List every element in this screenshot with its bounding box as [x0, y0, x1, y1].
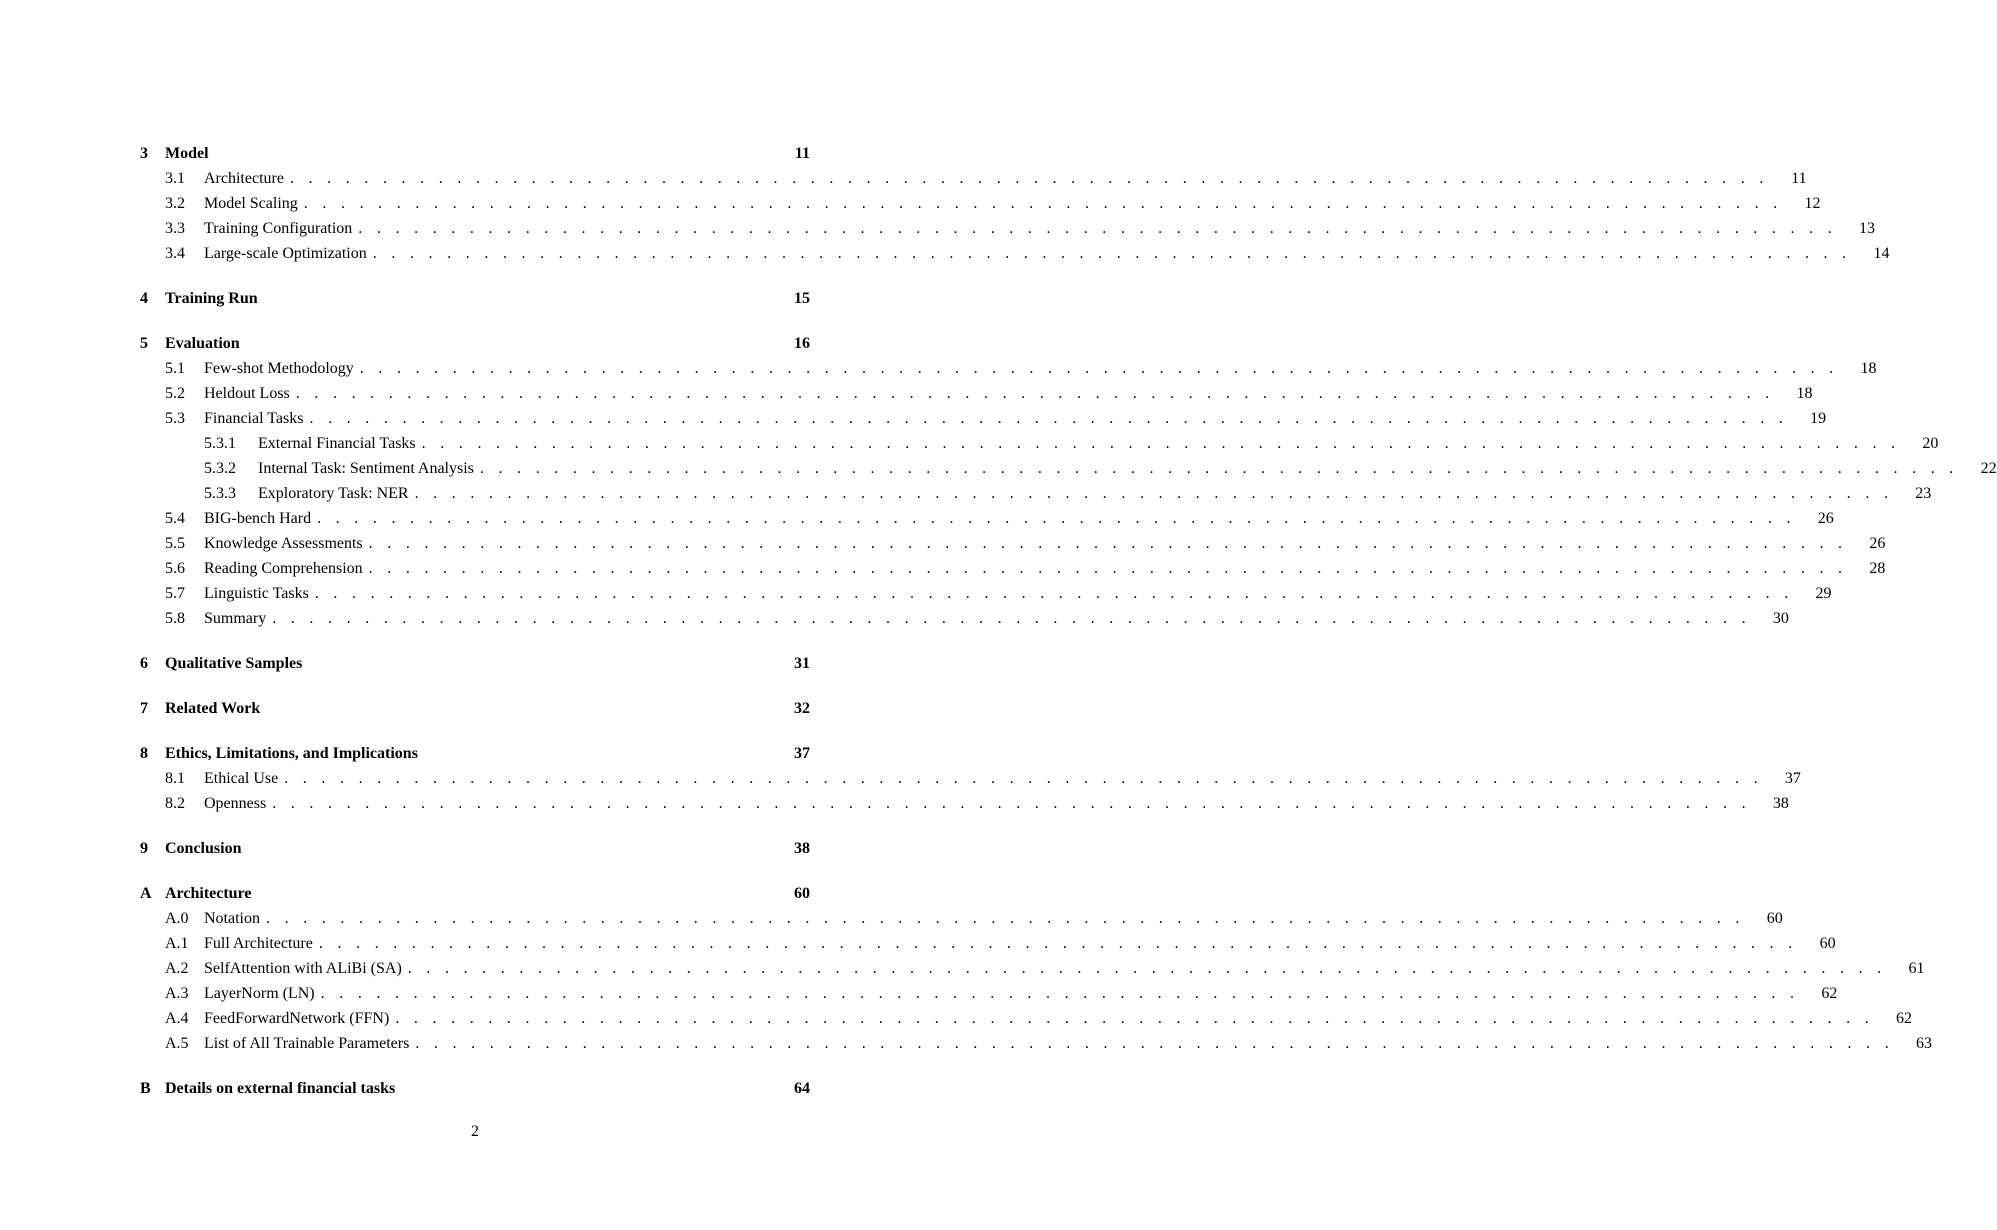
dot-leader: . . . . . . . . . . . . . . . . . . . . . . . . . . . . . . . . . . . . . . . . . . . . . . . . . . . . . . . . . . . . . . . . . . . . . . . . . . . . . . . .: [317, 510, 1796, 527]
toc-section[interactable]: [140, 956, 1925, 981]
section-page: 62: [1896, 1010, 1913, 1027]
chapter-number: 4: [140, 290, 148, 307]
chapter-number: 3: [140, 145, 148, 162]
section-number: 5.6: [165, 560, 185, 577]
dot-leader: . . . . . . . . . . . . . . . . . . . . . . . . . . . . . . . . . . . . . . . . . . . . . . . . . . . . . . . . . . . . . . . . . . . . . . . . . . . . . . . .: [372, 245, 1852, 262]
section-title: Linguistic Tasks: [204, 585, 309, 602]
section-title: Ethical Use: [204, 770, 279, 787]
section-title: Training Configuration: [204, 220, 353, 237]
toc-section[interactable]: [140, 166, 1807, 191]
section-page: 18: [1860, 360, 1877, 377]
section-title: Exploratory Task: NER: [258, 485, 409, 502]
section-title: Model Scaling: [204, 195, 298, 212]
toc-section[interactable]: [140, 766, 1801, 791]
section-title: Financial Tasks: [204, 410, 304, 427]
section-page: 62: [1821, 985, 1838, 1002]
toc-section[interactable]: [140, 1031, 1933, 1056]
toc-section[interactable]: [140, 791, 1789, 816]
section-number: 5.3.2: [204, 460, 236, 477]
dot-leader: . . . . . . . . . . . . . . . . . . . . . . . . . . . . . . . . . . . . . . . . . . . . . . . . . . . . . . . . . . . . . . . . . . . . . . . . . . . . . . . .: [368, 535, 1848, 552]
section-number: A.4: [165, 1010, 189, 1027]
chapter-page: 15: [794, 290, 810, 307]
section-number: 5.3.1: [204, 435, 236, 452]
chapter-number: 5: [140, 335, 148, 352]
section-title: Few-shot Methodology: [204, 360, 354, 377]
toc-section[interactable]: [140, 531, 1886, 556]
section-number: 5.1: [165, 360, 185, 377]
section-title: Large-scale Optimization: [204, 245, 367, 262]
section-number: A.1: [165, 935, 189, 952]
section-title: Architecture: [204, 170, 284, 187]
section-title: LayerNorm (LN): [204, 985, 315, 1002]
toc-section[interactable]: [140, 381, 1813, 406]
dot-leader: . . . . . . . . . . . . . . . . . . . . . . . . . . . . . . . . . . . . . . . . . . . . . . . . . . . . . . . . . . . . . . . . . . . . . . . . . . . . . . . .: [318, 935, 1798, 952]
section-page: 61: [1908, 960, 1925, 977]
chapter-title: Training Run: [165, 290, 258, 307]
chapter-title: Architecture: [165, 885, 252, 902]
chapter-number: A: [140, 885, 152, 902]
chapter-number: B: [140, 1080, 151, 1097]
section-number: A.3: [165, 985, 189, 1002]
section-number: A.5: [165, 1035, 189, 1052]
chapter-page: 38: [794, 840, 810, 857]
toc-subsection[interactable]: [140, 431, 1939, 456]
section-page: 12: [1804, 195, 1821, 212]
section-page: 18: [1796, 385, 1813, 402]
section-number: 8.1: [165, 770, 185, 787]
section-page: 28: [1869, 560, 1886, 577]
toc-chapter[interactable]: [140, 141, 810, 166]
dot-leader: . . . . . . . . . . . . . . . . . . . . . . . . . . . . . . . . . . . . . . . . . . . . . . . . . . . . . . . . . . . . . . . . . . . . . . . . . . . . . . . .: [368, 560, 1848, 577]
dot-leader: . . . . . . . . . . . . . . . . . . . . . . . . . . . . . . . . . . . . . . . . . . . . . . . . . . . . . . . . . . . . . . . . . . . . . . . . . . . . . . . .: [358, 220, 1837, 237]
dot-leader: . . . . . . . . . . . . . . . . . . . . . . . . . . . . . . . . . . . . . . . . . . . . . . . . . . . . . . . . . . . . . . . . . . . . . . . . . . . . . . . .: [303, 195, 1783, 212]
toc-chapter[interactable]: [140, 286, 810, 311]
section-page: 30: [1772, 610, 1789, 627]
chapter-title: Model: [165, 145, 209, 162]
dot-leader: . . . . . . . . . . . . . . . . . . . . . . . . . . . . . . . . . . . . . . . . . . . . . . . . . . . . . . . . . . . . . . . . . . . . . . . . . . . . . . . .: [414, 485, 1894, 502]
section-number: 3.4: [165, 245, 185, 262]
section-page: 22: [1980, 460, 1997, 477]
section-number: A.2: [165, 960, 189, 977]
chapter-page: 32: [794, 700, 810, 717]
dot-leader: . . . . . . . . . . . . . . . . . . . . . . . . . . . . . . . . . . . . . . . . . . . . . . . . . . . . . . . . . . . . . . . . . . . . . . . . . . . . . . . .: [295, 385, 1775, 402]
toc-section[interactable]: [140, 906, 1783, 931]
toc-subsection[interactable]: [140, 481, 1932, 506]
dot-leader: . . . . . . . . . . . . . . . . . . . . . . . . . . . . . . . . . . . . . . . . . . . . . . . . . . . . . . . . . . . . . . . . . . . . . . . . . . . . . . . .: [395, 1010, 1875, 1027]
toc-subsection[interactable]: [140, 456, 1997, 481]
section-page: 37: [1784, 770, 1801, 787]
chapter-title: Details on external financial tasks: [165, 1080, 396, 1097]
section-title: Knowledge Assessments: [204, 535, 363, 552]
section-title: FeedForwardNetwork (FFN): [204, 1010, 390, 1027]
toc-section[interactable]: [140, 981, 1838, 1006]
section-page: 29: [1815, 585, 1832, 602]
toc-chapter[interactable]: [140, 696, 810, 721]
chapter-number: 7: [140, 700, 148, 717]
section-number: 5.2: [165, 385, 185, 402]
section-number: 5.3.3: [204, 485, 236, 502]
dot-leader: . . . . . . . . . . . . . . . . . . . . . . . . . . . . . . . . . . . . . . . . . . . . . . . . . . . . . . . . . . . . . . . . . . . . . . . . . . . . . . . .: [320, 985, 1800, 1002]
section-number: 8.2: [165, 795, 185, 812]
toc-chapter[interactable]: [140, 331, 810, 356]
dot-leader: . . . . . . . . . . . . . . . . . . . . . . . . . . . . . . . . . . . . . . . . . . . . . . . . . . . . . . . . . . . . . . . . . . . . . . . . . . . . . . . .: [309, 410, 1789, 427]
chapter-title: Related Work: [165, 700, 261, 717]
chapter-title: Ethics, Limitations, and Implications: [165, 745, 418, 762]
page-number: 2: [471, 1123, 479, 1140]
table-of-contents: [140, 141, 1997, 1101]
toc-section[interactable]: [140, 606, 1789, 631]
section-title: Summary: [204, 610, 267, 627]
section-title: Heldout Loss: [204, 385, 290, 402]
chapter-page: 31: [794, 655, 810, 672]
section-title: Internal Task: Sentiment Analysis: [258, 460, 474, 477]
dot-leader: . . . . . . . . . . . . . . . . . . . . . . . . . . . . . . . . . . . . . . . . . . . . . . . . . . . . . . . . . . . . . . . . . . . . . . . . . . . . . . . .: [421, 435, 1901, 452]
section-number: 5.4: [165, 510, 185, 527]
toc-section[interactable]: [140, 581, 1832, 606]
toc-chapter[interactable]: [140, 881, 810, 906]
dot-leader: . . . . . . . . . . . . . . . . . . . . . . . . . . . . . . . . . . . . . . . . . . . . . . . . . . . . . . . . . . . . . . . . . . . . . . . . . . . . . . . .: [314, 585, 1794, 602]
chapter-title: Conclusion: [165, 840, 242, 857]
section-number: 3.1: [165, 170, 185, 187]
dot-leader: . . . . . . . . . . . . . . . . . . . . . . . . . . . . . . . . . . . . . . . . . . . . . . . . . . . . . . . . . . . . . . . . . . . . . . . . . . . . . . . .: [407, 960, 1887, 977]
dot-leader: . . . . . . . . . . . . . . . . . . . . . . . . . . . . . . . . . . . . . . . . . . . . . . . . . . . . . . . . . . . . . . . . . . . . . . . . . . . . . . . .: [359, 360, 1839, 377]
chapter-title: Evaluation: [165, 335, 240, 352]
section-page: 20: [1922, 435, 1939, 452]
dot-leader: . . . . . . . . . . . . . . . . . . . . . . . . . . . . . . . . . . . . . . . . . . . . . . . . . . . . . . . . . . . . . . . . . . . . . . . . . . . . . . . .: [266, 910, 1745, 927]
section-title: Full Architecture: [204, 935, 313, 952]
section-title: List of All Trainable Parameters: [204, 1035, 410, 1052]
dot-leader: . . . . . . . . . . . . . . . . . . . . . . . . . . . . . . . . . . . . . . . . . . . . . . . . . . . . . . . . . . . . . . . . . . . . . . . . . . . . . . . .: [272, 795, 1751, 812]
section-title: SelfAttention with ALiBi (SA): [204, 960, 402, 977]
section-title: Openness: [204, 795, 267, 812]
section-page: 60: [1819, 935, 1836, 952]
toc-section[interactable]: [140, 216, 1875, 241]
section-number: 5.7: [165, 585, 185, 602]
toc-chapter[interactable]: [140, 836, 810, 861]
section-page: 38: [1772, 795, 1789, 812]
section-number: 5.5: [165, 535, 185, 552]
chapter-number: 8: [140, 745, 148, 762]
chapter-page: 16: [794, 335, 810, 352]
section-number: 5.3: [165, 410, 185, 427]
section-page: 11: [1791, 170, 1807, 187]
chapter-page: 37: [794, 745, 810, 762]
toc-section[interactable]: [140, 931, 1836, 956]
dot-leader: . . . . . . . . . . . . . . . . . . . . . . . . . . . . . . . . . . . . . . . . . . . . . . . . . . . . . . . . . . . . . . . . . . . . . . . . . . . . . . . .: [289, 170, 1769, 187]
dot-leader: . . . . . . . . . . . . . . . . . . . . . . . . . . . . . . . . . . . . . . . . . . . . . . . . . . . . . . . . . . . . . . . . . . . . . . . . . . . . . . . .: [284, 770, 1763, 787]
chapter-page: 11: [794, 145, 810, 162]
section-page: 26: [1869, 535, 1886, 552]
chapter-page: 64: [794, 1080, 810, 1097]
toc-section[interactable]: [140, 506, 1834, 531]
section-title: BIG-bench Hard: [204, 510, 312, 527]
chapter-number: 9: [140, 840, 148, 857]
toc-chapter[interactable]: [140, 1076, 810, 1101]
section-page: 63: [1916, 1035, 1933, 1052]
section-number: 5.8: [165, 610, 185, 627]
dot-leader: . . . . . . . . . . . . . . . . . . . . . . . . . . . . . . . . . . . . . . . . . . . . . . . . . . . . . . . . . . . . . . . . . . . . . . . . . . . . . . . .: [415, 1035, 1895, 1052]
section-number: 3.3: [165, 220, 185, 237]
toc-section[interactable]: [140, 1006, 1913, 1031]
section-title: Notation: [204, 910, 260, 927]
dot-leader: . . . . . . . . . . . . . . . . . . . . . . . . . . . . . . . . . . . . . . . . . . . . . . . . . . . . . . . . . . . . . . . . . . . . . . . . . . . . . . . .: [479, 460, 1959, 477]
section-page: 14: [1873, 245, 1890, 262]
section-title: External Financial Tasks: [258, 435, 416, 452]
section-number: 3.2: [165, 195, 185, 212]
chapter-page: 60: [794, 885, 810, 902]
toc-chapter[interactable]: [140, 651, 810, 676]
section-page: 13: [1859, 220, 1875, 237]
section-page: 19: [1810, 410, 1827, 427]
chapter-title: Qualitative Samples: [165, 655, 303, 672]
toc-section[interactable]: [140, 191, 1821, 216]
section-page: 26: [1817, 510, 1834, 527]
section-title: Reading Comprehension: [204, 560, 363, 577]
toc-chapter[interactable]: [140, 741, 810, 766]
chapter-number: 6: [140, 655, 148, 672]
toc-section[interactable]: [140, 556, 1886, 581]
section-page: 60: [1766, 910, 1783, 927]
toc-section[interactable]: [140, 356, 1877, 381]
section-number: A.0: [165, 910, 189, 927]
toc-section[interactable]: [140, 406, 1827, 431]
dot-leader: . . . . . . . . . . . . . . . . . . . . . . . . . . . . . . . . . . . . . . . . . . . . . . . . . . . . . . . . . . . . . . . . . . . . . . . . . . . . . . . .: [272, 610, 1751, 627]
section-page: 23: [1915, 485, 1932, 502]
toc-section[interactable]: [140, 241, 1890, 266]
